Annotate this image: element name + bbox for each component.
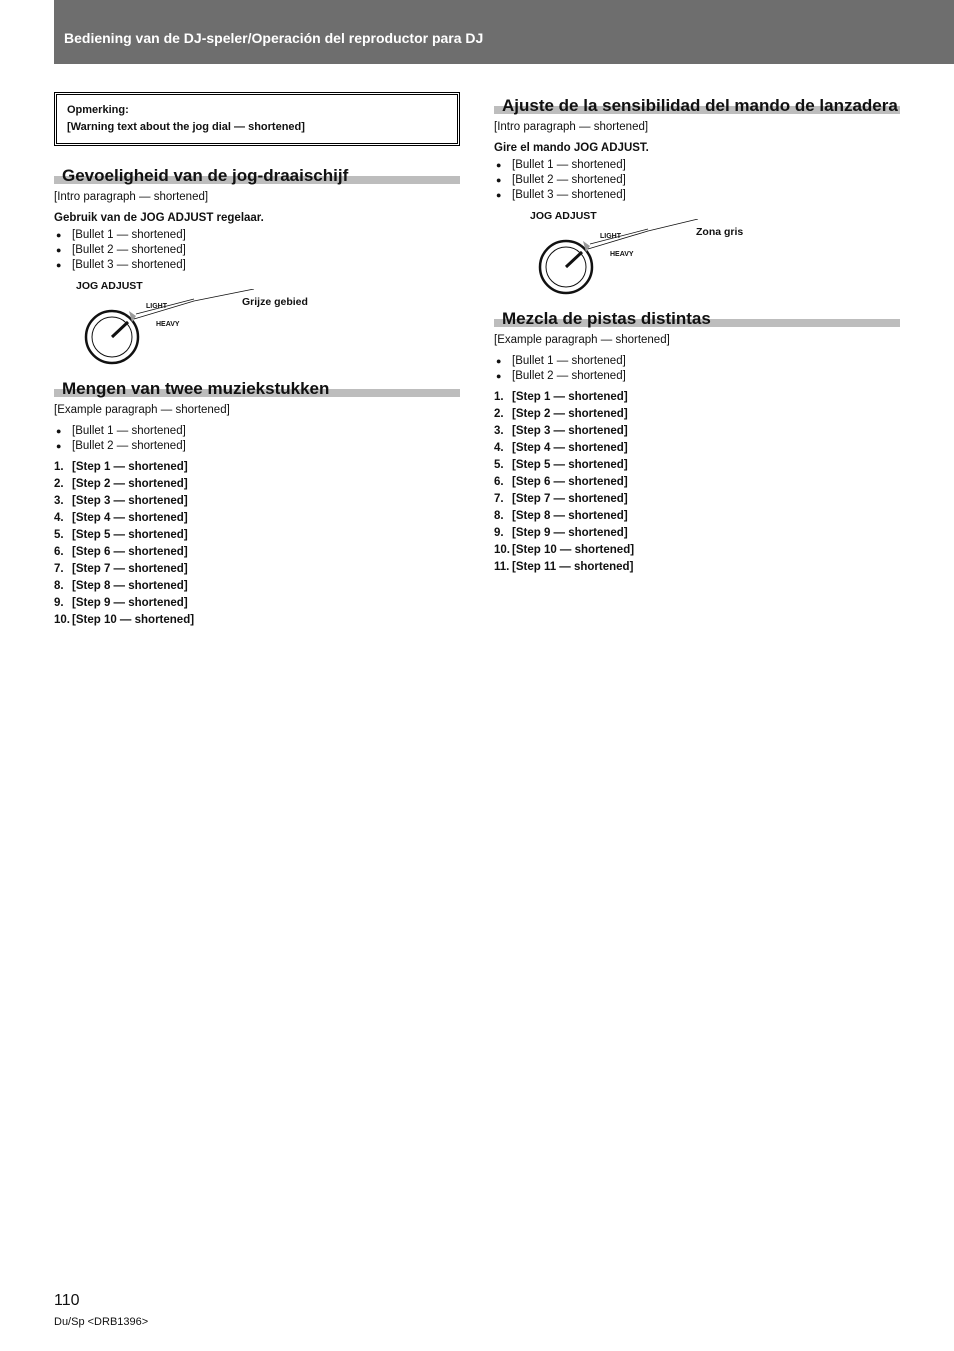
section-intro: [Intro paragraph — shortened]	[494, 121, 649, 133]
section-title: Ajuste de la sensibilidad del mando de lanzadera	[494, 98, 900, 114]
subheading: Gire el mando JOG ADJUST.	[494, 142, 649, 154]
document-code: Du/Sp <DRB1396>	[54, 1316, 149, 1328]
diagram-title: JOG ADJUST	[76, 280, 143, 292]
diagram-zone-label: Zona gris	[696, 226, 744, 238]
list-item: ● [Bullet 3 — shortened]	[512, 188, 900, 203]
left-column	[54, 92, 460, 630]
step-item: 6. [Step 6 — shortened]	[494, 476, 628, 488]
section-intro: [Intro paragraph — shortened]	[54, 191, 209, 203]
jog-adjust-diagram	[494, 209, 900, 301]
step-item: 7. [Step 7 — shortened]	[54, 563, 188, 575]
step-item: 11. [Step 11 — shortened]	[494, 561, 634, 573]
step-item: 8. [Step 8 — shortened]	[54, 580, 188, 592]
step-item: 1. [Step 1 — shortened]	[494, 391, 628, 403]
jog-adjust-diagram	[54, 279, 460, 371]
step-item: 1. [Step 1 — shortened]	[54, 461, 188, 473]
step-item: 4. [Step 4 — shortened]	[54, 512, 188, 524]
step-item: 5. [Step 5 — shortened]	[54, 529, 188, 541]
list-item: ● [Bullet 2 — shortened]	[512, 369, 900, 384]
step-item: 6. [Step 6 — shortened]	[54, 546, 188, 558]
bullet-list	[494, 354, 900, 384]
step-item: 3. [Step 3 — shortened]	[494, 425, 628, 437]
step-item: 2. [Step 2 — shortened]	[54, 478, 188, 490]
bullet-list	[494, 158, 900, 203]
step-item: 3. [Step 3 — shortened]	[54, 495, 188, 507]
list-item: ● [Bullet 3 — shortened]	[72, 258, 460, 273]
list-item: ● [Bullet 1 — shortened]	[512, 354, 900, 369]
step-list	[494, 390, 900, 575]
step-item: 9. [Step 9 — shortened]	[494, 527, 628, 539]
section-title: Mengen van twee muziekstukken	[54, 381, 460, 397]
list-item: ● [Bullet 2 — shortened]	[72, 439, 460, 454]
page-header-title: Bediening van de DJ-speler/Operación del reproductor para DJ	[64, 30, 484, 46]
note-title: Opmerking:	[67, 104, 129, 116]
note-box	[54, 92, 460, 146]
step-item: 7. [Step 7 — shortened]	[494, 493, 628, 505]
list-item: ● [Bullet 1 — shortened]	[72, 424, 460, 439]
bullet-list	[54, 228, 460, 273]
section-title: Gevoeligheid van de jog-draaischijf	[54, 168, 460, 184]
step-item: 10. [Step 10 — shortened]	[494, 544, 635, 556]
page-number: 110	[54, 1292, 80, 1309]
step-item: 4. [Step 4 — shortened]	[494, 442, 628, 454]
list-item: ● [Bullet 1 — shortened]	[512, 158, 900, 173]
page-header-bar	[54, 0, 954, 64]
list-item: ● [Bullet 2 — shortened]	[512, 173, 900, 188]
diagram-title: JOG ADJUST	[530, 210, 597, 222]
step-list	[54, 460, 460, 628]
step-item: 9. [Step 9 — shortened]	[54, 597, 188, 609]
bullet-list	[54, 424, 460, 454]
diagram-heavy-label: HEAVY	[610, 251, 634, 258]
diagram-heavy-label: HEAVY	[156, 321, 180, 328]
step-item: 5. [Step 5 — shortened]	[494, 459, 628, 471]
list-item: ● [Bullet 1 — shortened]	[72, 228, 460, 243]
right-column	[494, 92, 900, 577]
note-body: [Warning text about the jog dial — shortened]	[67, 121, 305, 133]
diagram-light-label: LIGHT	[146, 303, 167, 310]
step-item: 8. [Step 8 — shortened]	[494, 510, 628, 522]
step-item: 2. [Step 2 — shortened]	[494, 408, 628, 420]
list-item: ● [Bullet 2 — shortened]	[72, 243, 460, 258]
section-intro: [Example paragraph — shortened]	[54, 404, 230, 416]
diagram-light-label: LIGHT	[600, 233, 621, 240]
section-title: Mezcla de pistas distintas	[494, 311, 900, 327]
subheading: Gebruik van de JOG ADJUST regelaar.	[54, 212, 264, 224]
diagram-zone-label: Grijze gebied	[242, 296, 308, 308]
section-intro: [Example paragraph — shortened]	[494, 334, 670, 346]
step-item: 10. [Step 10 — shortened]	[54, 614, 195, 626]
